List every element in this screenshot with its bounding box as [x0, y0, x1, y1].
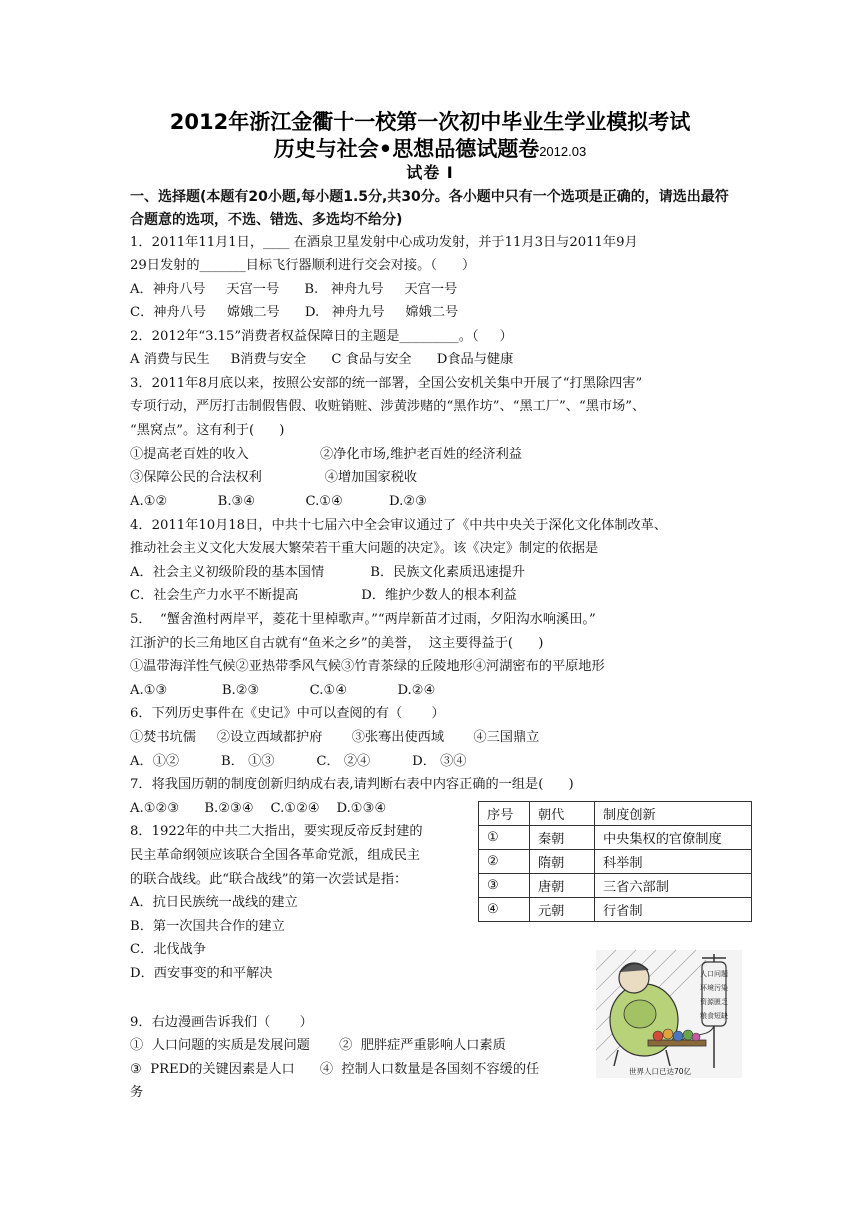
option-line: ①提高老百姓的收入 ②净化市场,维护老百姓的经济利益 [130, 447, 522, 462]
table-cell: 隋朝 [530, 850, 595, 874]
option-line: ③保障公民的合法权利 ④增加国家税收 [130, 470, 418, 485]
question-line: 民主革命纲领应该联合全国各革命党派，组成民主 [130, 848, 421, 863]
option-line: A．①② B． ①③ C． ②④ D． ③④ [130, 754, 467, 769]
cartoon-caption: 世界人口已达70亿 [628, 1067, 692, 1076]
question-line: 4．2011年10月18日，中共十七届六中全会审议通过了《中共中央关于深化文化体制改革、 [130, 518, 668, 533]
subject-title: 历史与社会•思想品德试题卷 [273, 137, 540, 161]
option-line: A.①③ B.②③ C.①④ D.②④ [130, 683, 436, 698]
table-row [479, 898, 752, 922]
question-line: 2．2012年“3.15”消费者权益保障日的主题是_________。（ ） [130, 329, 513, 344]
table-cell: ④ [479, 898, 530, 922]
table-cell: 行省制 [595, 898, 752, 922]
question-line: 9．右边漫画告诉我们（ ） [130, 1015, 313, 1030]
option-line: D．西安事变的和平解决 [130, 966, 273, 981]
option-line: ①温带海洋性气候②亚热带季风气候③竹青茶绿的丘陵地形④河湖密布的平原地形 [130, 659, 605, 674]
bag-label: 资源匮乏 [700, 998, 728, 1006]
table-row [479, 850, 752, 874]
question-line: “黑窝点”。这有利于( ) [130, 423, 285, 438]
table-cell: 中央集权的官僚制度 [595, 826, 752, 850]
question-line: 6．下列历史事件在《史记》中可以查阅的有（ ） [130, 706, 445, 721]
table-header-cell: 序号 [479, 802, 530, 826]
option-line: A．神舟八号 天宫一号 B. 神舟九号 天宫一号 [130, 282, 458, 297]
table-cell: 元朝 [530, 898, 595, 922]
question-line: 7．将我国历朝的制度创新归纳成右表,请判断右表中内容正确的一组是( ) [130, 777, 574, 792]
option-line: A．社会主义初级阶段的基本国情 B．民族文化素质迅速提升 [130, 565, 526, 580]
population-cartoon [596, 950, 742, 1078]
table-cell: 科举制 [595, 850, 752, 874]
question-line: 8．1922年的中共二大指出，要实现反帝反封建的 [130, 824, 423, 839]
exam-title-line1: 2012年浙江金衢十一校第一次初中毕业生学业模拟考试 [169, 110, 691, 134]
option-line: ① 人口问题的实质是发展问题 ② 肥胖症严重影响人口素质 [130, 1038, 506, 1053]
question-line: 29日发射的_______目标飞行器顺利进行交会对接。（ ） [130, 258, 476, 273]
paper-label: 试卷 Ⅰ [406, 163, 454, 182]
option-line: C．神舟八号 嫦娥二号 D. 神舟九号 嫦娥二号 [130, 305, 459, 320]
table-cell: ③ [479, 874, 530, 898]
option-line: ①焚书坑儒 ②设立西域都护府 ③张骞出使西域 ④三国鼎立 [130, 730, 540, 745]
table-row [479, 874, 752, 898]
exam-title-line2 [0, 133, 860, 163]
section-heading: 一、选择题(本题有20小题,每小题1.5分,共30分。各小题中只有一个选项是正确的，请选出最符合题意的选项，不选、错选、多选均不给分) [130, 189, 729, 228]
option-line: C．北伐战争 [130, 942, 207, 957]
option-line: 务 [130, 1085, 144, 1100]
bag-label: 粮食短缺 [700, 1012, 728, 1020]
option-line: A.①② B.③④ C.①④ D.②③ [130, 494, 428, 509]
option-line: C．社会生产力水平不断提高 D．维护少数人的根本利益 [130, 588, 517, 603]
question-line: 3．2011年8月底以来，按照公安部的统一部署，全国公安机关集中开展了“打黑除四害” [130, 376, 643, 391]
table-cell: ① [479, 826, 530, 850]
table-cell: ② [479, 850, 530, 874]
option-line: A.①②③ B.②③④ C.①②④ D.①③④ [130, 801, 387, 816]
table-cell: 三省六部制 [595, 874, 752, 898]
question-line: 5． “蟹舍渔村两岸平，菱花十里棹歌声。”“两岸新苗才过雨，夕阳沟水响溪田。” [130, 612, 596, 627]
bag-label: 人口问题 [700, 970, 728, 978]
table-row [479, 826, 752, 850]
table-header-cell: 制度创新 [595, 802, 752, 826]
question-line: 江浙沪的长三角地区自古就有“鱼米之乡”的美誉， 这主要得益于( ) [130, 636, 544, 651]
question-line: 1．2011年11月1日，____ 在酒泉卫星发射中心成功发射，并于11月3日与2011年9月 [130, 235, 638, 250]
option-line: A 消费与民生 B消费与安全 C 食品与安全 D食品与健康 [130, 352, 514, 367]
table-header-cell: 朝代 [530, 802, 595, 826]
option-line: B．第一次国共合作的建立 [130, 919, 285, 934]
table-cell: 秦朝 [530, 826, 595, 850]
dynasty-system-table [478, 801, 752, 922]
table-cell: 唐朝 [530, 874, 595, 898]
question-line: 专项行动，严厉打击制假售假、收赃销赃、涉黄涉赌的“黑作坊”、“黑工厂”、“黑市场”、 [130, 399, 646, 414]
option-line: ③ PRED的关键因素是人口 ④ 控制人口数量是各国刻不容缓的任 [130, 1062, 540, 1077]
bag-label: 环境污染 [700, 984, 728, 992]
table-header-row [479, 802, 752, 826]
question-line: 推动社会主义文化大发展大繁荣若干重大问题的决定》。该《决定》制定的依据是 [130, 541, 599, 556]
option-line: A．抗日民族统一战线的建立 [130, 895, 298, 910]
question-line: 的联合战线。此“联合战线”的第一次尝试是指： [130, 872, 408, 887]
exam-date: 2012.03 [539, 144, 587, 159]
